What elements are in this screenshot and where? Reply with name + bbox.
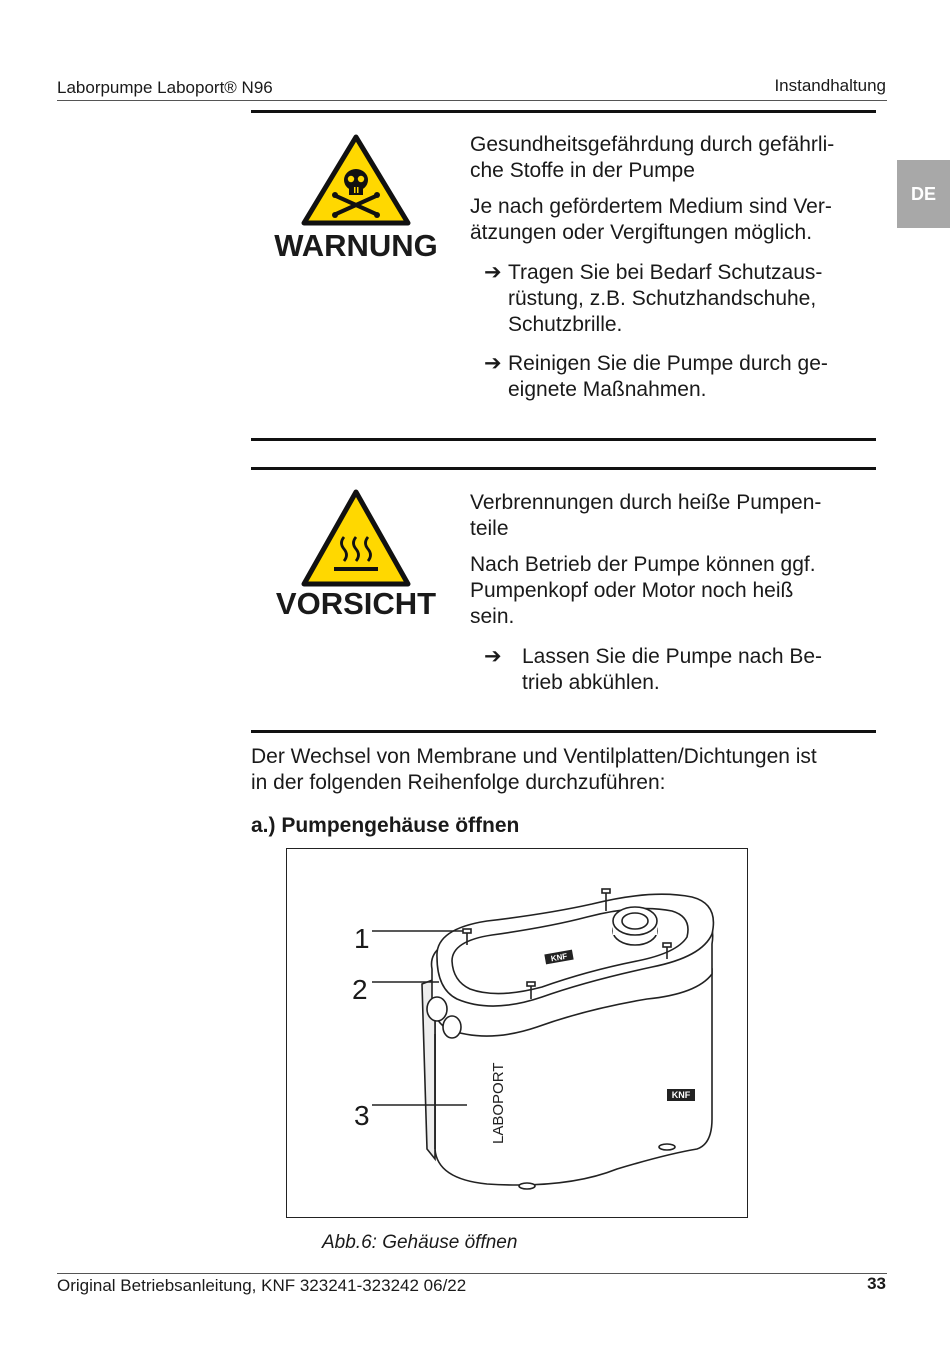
warning-title-line: Gesundheitsgefährdung durch gefährli-	[470, 133, 835, 156]
callout-3: 3	[354, 1100, 370, 1131]
header-document-title: Laborpumpe Laboport® N96	[57, 78, 273, 97]
warning-description-line: ätzungen oder Vergiftungen möglich.	[470, 221, 813, 244]
caution-description-line: sein.	[470, 605, 515, 628]
warning-text-block	[470, 132, 870, 246]
caution-signal-word: VORSICHT	[275, 586, 437, 621]
arrow-right-icon: ➔	[484, 645, 502, 668]
section-heading: a.) Pumpengehäuse öffnen	[251, 814, 520, 837]
header-chapter-title: Instandhaltung	[774, 76, 886, 95]
instruction-line: Tragen Sie bei Bedarf Schutzaus-	[508, 261, 823, 284]
pump-illustration	[287, 849, 747, 1217]
caution-title-line: Verbrennungen durch heiße Pumpen-	[470, 491, 822, 514]
warning-instruction-item	[484, 351, 874, 403]
language-tab: DE	[897, 160, 950, 228]
figure-caption: Abb.6: Gehäuse öffnen	[322, 1232, 518, 1253]
top-logo: KNF	[550, 951, 568, 964]
instruction-line: eignete Maßnahmen.	[508, 378, 707, 401]
callout-2: 2	[352, 974, 368, 1005]
intro-paragraph	[251, 744, 891, 796]
footer-document-reference: Original Betriebsanleitung, KNF 323241-323242 06/22	[57, 1276, 467, 1295]
caution-instructions	[484, 644, 874, 696]
instruction-line: Schutzbrille.	[508, 313, 623, 336]
brand-label: LABOPORT	[490, 1062, 507, 1144]
warning-top-rule	[251, 110, 876, 113]
toxic-hazard-icon	[300, 134, 412, 226]
warning-bottom-rule	[251, 438, 876, 441]
page-number: 33	[867, 1274, 886, 1293]
instruction-line: trieb abkühlen.	[522, 671, 660, 694]
instruction-line: rüstung, z.B. Schutzhandschuhe,	[508, 287, 817, 310]
footer-divider	[57, 1273, 887, 1274]
callout-1: 1	[354, 923, 370, 954]
caution-description-line: Pumpenkopf oder Motor noch heiß	[470, 579, 794, 602]
caution-description-line: Nach Betrieb der Pumpe können ggf.	[470, 553, 816, 576]
hot-surface-icon	[300, 489, 412, 587]
instruction-line: Reinigen Sie die Pumpe durch ge-	[508, 352, 828, 375]
intro-line: in der folgenden Reihenfolge durchzuführen:	[251, 771, 666, 794]
arrow-right-icon: ➔	[484, 352, 502, 375]
caution-text-block	[470, 490, 870, 630]
caution-title-line: teile	[470, 517, 509, 540]
intro-line: Der Wechsel von Membrane und Ventilplatten/Dichtungen ist	[251, 745, 817, 768]
caution-top-rule	[251, 467, 876, 470]
warning-instructions	[484, 260, 874, 403]
warning-title-line: che Stoffe in der Pumpe	[470, 159, 695, 182]
caution-bottom-rule	[251, 730, 876, 733]
instruction-line: Lassen Sie die Pumpe nach Be-	[522, 645, 823, 668]
caution-instruction-item	[484, 644, 874, 696]
warning-description-line: Je nach gefördertem Medium sind Ver-	[470, 195, 832, 218]
warning-instruction-item	[484, 260, 874, 338]
warning-signal-word: WARNUNG	[274, 228, 438, 263]
header-divider	[57, 100, 887, 101]
arrow-right-icon: ➔	[484, 261, 502, 284]
side-logo: KNF	[671, 1090, 691, 1100]
